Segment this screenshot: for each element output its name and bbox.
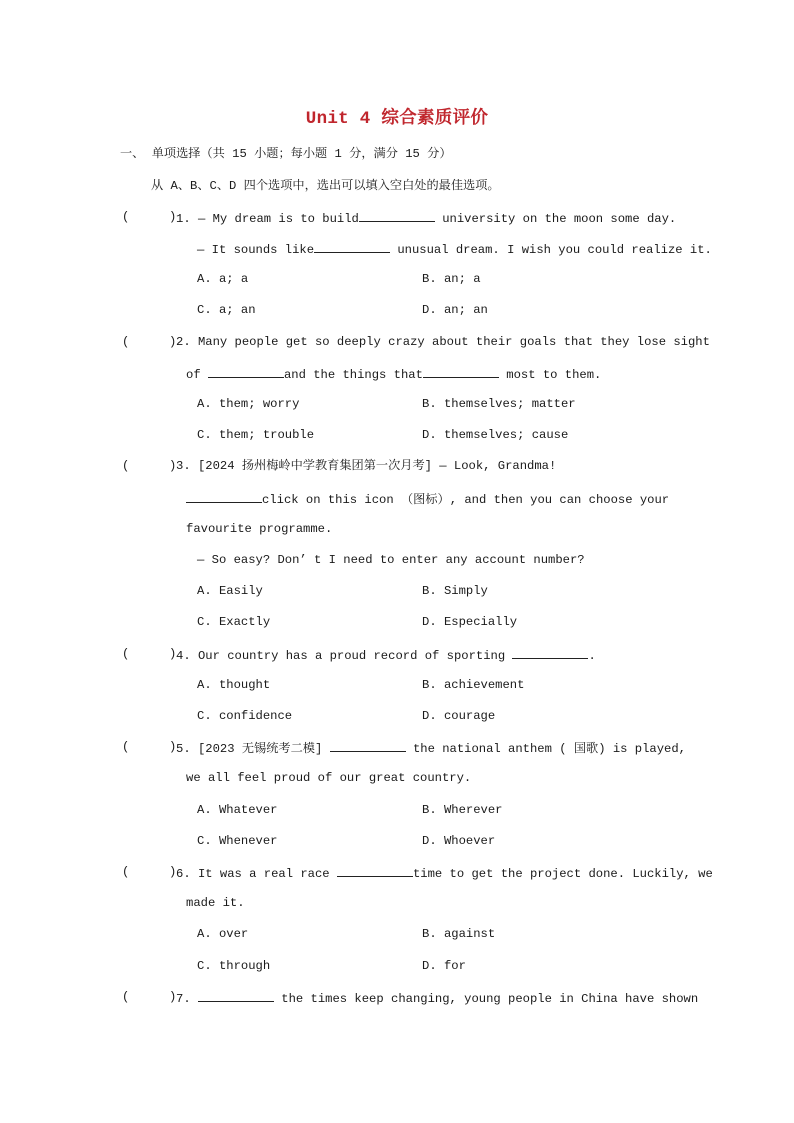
option-a: A. thought [197, 678, 271, 692]
question-text: [2023 无锡统考二模] [197, 742, 323, 756]
answer-paren-close: ) [169, 990, 177, 1004]
question-4-line-1 [176, 646, 596, 664]
option-a: A. Easily [197, 584, 263, 598]
option-c: C. through [197, 959, 271, 973]
answer-paren-close: ) [169, 459, 177, 473]
answer-blank [198, 989, 274, 1002]
answer-paren-open: ( [122, 865, 130, 879]
answer-blank [423, 365, 499, 378]
question-text: . [588, 649, 596, 663]
answer-paren-open: ( [122, 335, 130, 349]
question-text: most to them. [506, 368, 602, 382]
option-c: C. a; an [197, 303, 256, 317]
question-3-line-3: favourite programme. [186, 522, 333, 536]
answer-blank [314, 240, 390, 253]
option-d: D. for [422, 959, 466, 973]
question-number: 3. [176, 459, 191, 473]
option-a: A. Whatever [197, 803, 278, 817]
option-b: B. Simply [422, 584, 488, 598]
option-d: D. an; an [422, 303, 488, 317]
question-number: 6. [176, 867, 191, 881]
answer-paren-open: ( [122, 990, 130, 1004]
page-title: Unit 4 综合素质评价 [305, 109, 489, 129]
question-number: 4. [176, 649, 191, 663]
answer-paren-open: ( [122, 459, 130, 473]
option-d: D. Especially [422, 615, 518, 629]
question-number: 5. [176, 742, 191, 756]
answer-paren-open: ( [122, 740, 130, 754]
question-5-line-2: we all feel proud of our great country. [186, 771, 472, 785]
section-heading: 一、 单项选择（共 15 小题；每小题 1 分，满分 15 分） [120, 147, 452, 161]
question-1-line-1 [176, 209, 676, 227]
question-text: unusual dream. I wish you could realize it. [397, 243, 712, 257]
question-number: 7. [176, 992, 191, 1006]
answer-blank [208, 365, 284, 378]
question-text: click on this icon （图标）, and then you can choose your [262, 493, 670, 507]
option-c: C. Whenever [197, 834, 278, 848]
answer-paren-close: ) [169, 647, 177, 661]
question-3-line-4: — So easy? Don’ t I need to enter any account number? [197, 553, 585, 567]
option-c: C. them; trouble [197, 428, 315, 442]
question-text: — My dream is to build [197, 212, 359, 226]
option-c: C. confidence [197, 709, 293, 723]
question-text: the national anthem ( 国歌) is played, [412, 742, 686, 756]
question-3-line-1 [176, 458, 556, 474]
option-a: A. them; worry [197, 397, 300, 411]
question-number: 1. [176, 212, 191, 226]
option-b: B. achievement [422, 678, 525, 692]
answer-blank [512, 646, 588, 659]
option-b: B. Wherever [422, 803, 503, 817]
option-b: B. themselves; matter [422, 397, 576, 411]
answer-blank [186, 490, 262, 503]
question-text: [2024 扬州梅岭中学教育集团第一次月考] — Look, Grandma! [197, 459, 557, 473]
question-text: Our country has a proud record of sporting [197, 649, 506, 663]
question-5-line-1 [176, 739, 686, 757]
question-text: Many people get so deeply crazy about their goals that they lose sight [197, 335, 710, 349]
answer-paren-close: ) [169, 865, 177, 879]
option-b: B. an; a [422, 272, 481, 286]
question-text: the times keep changing, young people in China have shown [281, 992, 699, 1006]
section-instruction: 从 A、B、C、D 四个选项中，选出可以填入空白处的最佳选项。 [151, 179, 500, 193]
answer-blank [337, 864, 413, 877]
question-text: time to get the project done. Luckily, we [412, 867, 713, 881]
answer-paren-close: ) [169, 210, 177, 224]
question-3-line-2 [186, 490, 669, 508]
question-1-line-2 [197, 240, 712, 258]
question-text: of [186, 368, 201, 382]
answer-paren-open: ( [122, 647, 130, 661]
question-text: — It sounds like [197, 243, 315, 257]
answer-blank [330, 739, 406, 752]
question-text: and the things that [283, 368, 423, 382]
option-a: A. a; a [197, 272, 249, 286]
option-a: A. over [197, 927, 249, 941]
option-b: B. against [422, 927, 496, 941]
question-6-line-2: made it. [186, 896, 245, 910]
answer-paren-close: ) [169, 335, 177, 349]
question-2-line-2 [186, 365, 601, 383]
answer-paren-close: ) [169, 740, 177, 754]
question-2-line-1 [176, 334, 710, 350]
question-number: 2. [176, 335, 191, 349]
answer-blank [359, 209, 435, 222]
option-d: D. Whoever [422, 834, 496, 848]
answer-paren-open: ( [122, 210, 130, 224]
question-6-line-1 [176, 864, 713, 882]
option-d: D. courage [422, 709, 496, 723]
question-text: university on the moon some day. [442, 212, 677, 226]
option-c: C. Exactly [197, 615, 271, 629]
question-text: It was a real race [197, 867, 330, 881]
option-d: D. themselves; cause [422, 428, 569, 442]
question-7-line-1 [176, 989, 698, 1007]
